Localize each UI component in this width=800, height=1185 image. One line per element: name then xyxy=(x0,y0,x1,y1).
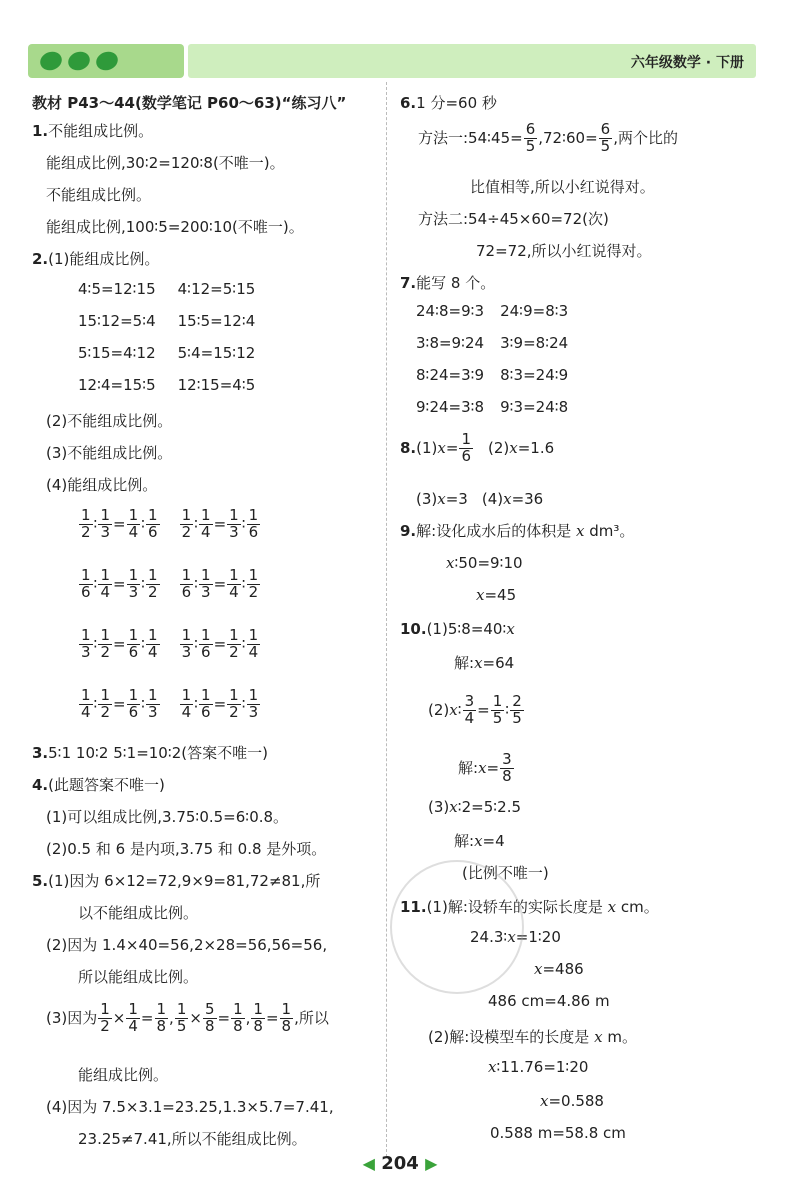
stamp-watermark xyxy=(390,860,524,994)
q2-part2: (2)不能组成比例。 xyxy=(46,412,173,430)
q11-line2: 24.3∶x=1∶20 xyxy=(470,928,561,946)
q7-row: 24∶8=9∶3 24∶9=8∶3 xyxy=(416,302,569,320)
fraction: $\frac{1}{8}$ xyxy=(156,1000,167,1035)
fraction-proportion xyxy=(78,506,161,541)
q10-line2: 解:x=64 xyxy=(454,654,515,672)
fraction: $\frac{1}{8}$ xyxy=(253,1000,263,1035)
q2-row: 15∶12=5∶4 15∶5=12∶4 xyxy=(78,312,256,330)
fraction: $\frac{1}{2}$ xyxy=(81,506,91,541)
q6-head: 6.1 分=60 秒 xyxy=(400,94,497,112)
fraction-proportion xyxy=(78,566,161,601)
q5-line3: (2)因为 1.4×40=56,2×28=56,56=56, xyxy=(46,936,328,954)
operator: ∶ xyxy=(241,694,246,713)
fraction: $\frac{1}{2}$ xyxy=(148,566,158,601)
q7-head: 7.能写 8 个。 xyxy=(400,274,496,292)
fraction: $\frac{6}{5}$ xyxy=(600,120,611,155)
fraction: $\frac{1}{8}$ xyxy=(233,1000,243,1035)
fraction: $\frac{1}{4}$ xyxy=(229,566,239,601)
q2-part3: (3)不能组成比例。 xyxy=(46,444,173,462)
q1-line4: 能组成比例,100∶5=200∶10(不唯一)。 xyxy=(46,218,304,236)
q3-line: 3.5∶1 10∶2 5∶1=10∶2(答案不唯一) xyxy=(32,744,268,762)
dot-icon xyxy=(94,49,121,73)
q4-line2: (1)可以组成比例,3.75∶0.5=6∶0.8。 xyxy=(46,808,289,826)
fraction: $\frac{3}{4}$ xyxy=(464,692,475,727)
fraction: $\frac{1}{6}$ xyxy=(128,686,139,721)
fraction: $\frac{1}{6}$ xyxy=(201,626,211,661)
operator: ∶ xyxy=(93,514,98,533)
operator: ∶ xyxy=(93,694,98,713)
fraction: $\frac{1}{5}$ xyxy=(492,692,503,727)
q11-line4: 486 cm=4.86 m xyxy=(488,992,610,1010)
operator: ∶ xyxy=(194,634,199,653)
q4-line3: (2)0.5 和 6 是内项,3.75 和 0.8 是外项。 xyxy=(46,840,327,858)
fraction-proportion xyxy=(179,566,262,601)
fraction: $\frac{1}{2}$ xyxy=(181,506,192,541)
fraction: $\frac{1}{3}$ xyxy=(201,566,211,601)
q10-note: (比例不唯一) xyxy=(462,864,549,882)
fraction: $\frac{1}{6}$ xyxy=(81,566,91,601)
fraction-proportion xyxy=(179,686,262,721)
fraction-proportion xyxy=(78,626,161,661)
q5-line7: (4)因为 7.5×3.1=23.25,1.3×5.7=7.41, xyxy=(46,1098,334,1116)
fraction: $\frac{1}{3}$ xyxy=(128,566,139,601)
book-title: 六年级数学 · 下册 xyxy=(630,55,744,71)
q2-row: 5∶15=4∶12 5∶4=15∶12 xyxy=(78,344,256,362)
fraction: $\frac{1}{4}$ xyxy=(100,566,110,601)
fraction: $\frac{5}{8}$ xyxy=(204,1000,215,1035)
fraction-proportion xyxy=(179,506,262,541)
fraction: $\frac{1}{5}$ xyxy=(176,1000,187,1035)
fraction: $\frac{1}{2}$ xyxy=(100,626,110,661)
fraction: $\frac{1}{6}$ xyxy=(128,626,139,661)
q11-line1: 11.(1)解:设轿车的实际长度是 x cm。 xyxy=(400,898,659,916)
operator: ∶ xyxy=(194,574,199,593)
fraction: $\frac{1}{4}$ xyxy=(181,686,192,721)
header-dots-decoration xyxy=(28,44,184,78)
fraction: $\frac{6}{5}$ xyxy=(525,120,536,155)
fraction: $\frac{2}{5}$ xyxy=(512,692,522,727)
q2-line1: 2.(1)能组成比例。 xyxy=(32,250,160,268)
q11-line3: x=486 xyxy=(534,960,584,978)
q11-line5: (2)解:设模型车的长度是 x m。 xyxy=(428,1028,637,1046)
q5-line4: 所以能组成比例。 xyxy=(78,968,199,986)
fraction-proportion xyxy=(78,686,161,721)
operator: = xyxy=(213,574,227,593)
fraction: $\frac{3}{8}$ xyxy=(502,750,512,785)
operator: ∶ xyxy=(241,514,246,533)
fraction-proportion-row xyxy=(78,508,261,541)
page-number: ◀ 204 ▶ xyxy=(362,1153,438,1174)
fraction-proportion xyxy=(179,626,262,661)
fraction-proportion-row xyxy=(78,628,261,661)
fraction: $\frac{1}{6}$ xyxy=(248,506,259,541)
operator: = xyxy=(213,514,227,533)
operator: = xyxy=(113,574,126,593)
operator: ∶ xyxy=(241,634,246,653)
operator: = xyxy=(113,514,126,533)
q11-line7: x=0.588 xyxy=(540,1092,604,1110)
q6-method2-cont: 72=72,所以小红说得对。 xyxy=(476,242,652,260)
q10-line1: 10.(1)5∶8=40∶x xyxy=(400,620,515,638)
fraction: $\frac{1}{2}$ xyxy=(248,566,259,601)
q2-row: 4∶5=12∶15 4∶12=5∶15 xyxy=(78,280,256,298)
fraction: $\frac{1}{2}$ xyxy=(100,686,110,721)
fraction: $\frac{1}{4}$ xyxy=(201,506,211,541)
operator: ∶ xyxy=(194,694,199,713)
q6-method1: 方法一:54∶45= $\frac{6}{5}$ ,72∶60= $\frac{6}{5}$ ,两个比的 xyxy=(418,120,678,155)
q1-line1: 1.不能组成比例。 xyxy=(32,122,154,140)
operator: ∶ xyxy=(241,574,246,593)
q2-part4: (4)能组成比例。 xyxy=(46,476,158,494)
header-bar xyxy=(188,44,756,78)
page-header xyxy=(28,42,756,82)
q11-line6: x∶11.76=1∶20 xyxy=(488,1058,589,1076)
q9-line1: x∶50=9∶10 xyxy=(446,554,523,572)
q1-line2: 能组成比例,30∶2=120∶8(不唯一)。 xyxy=(46,154,285,172)
q5-line2: 以不能组成比例。 xyxy=(78,904,199,922)
fraction: $\frac{1}{8}$ xyxy=(281,1000,292,1035)
fraction: $\frac{1}{6}$ xyxy=(148,506,158,541)
operator: = xyxy=(213,634,227,653)
column-divider xyxy=(386,82,387,1157)
q10-line5: (3)x∶2=5∶2.5 xyxy=(428,798,522,816)
operator: ∶ xyxy=(194,514,199,533)
q8-line1: 8.(1)x= $\frac{1}{6}$ (2)x=1.6 xyxy=(400,430,555,465)
operator: ∶ xyxy=(93,574,98,593)
q6-method2: 方法二:54÷45×60=72(次) xyxy=(418,210,609,228)
fraction: $\frac{1}{2}$ xyxy=(100,1000,110,1035)
fraction: $\frac{1}{6}$ xyxy=(201,686,211,721)
fraction: $\frac{1}{6}$ xyxy=(181,566,192,601)
section-heading: 教材 P43～44(数学笔记 P60～63)“练习八” xyxy=(32,94,347,112)
q5-line8: 23.25≠7.41,所以不能组成比例。 xyxy=(78,1130,307,1148)
q9-line2: x=45 xyxy=(476,586,517,604)
q2-row: 12∶4=15∶5 12∶15=4∶5 xyxy=(78,376,256,394)
fraction: $\frac{1}{4}$ xyxy=(248,626,259,661)
operator: = xyxy=(113,694,126,713)
fraction: $\frac{1}{3}$ xyxy=(81,626,91,661)
fraction: $\frac{1}{3}$ xyxy=(181,626,192,661)
operator: ∶ xyxy=(141,574,146,593)
q9-head: 9.解:设化成水后的体积是 x dm³。 xyxy=(400,522,635,540)
q10-line3: (2)x∶ $\frac{3}{4}$ = $\frac{1}{5}$ ∶ $\frac{2}{5}$ xyxy=(428,692,522,727)
fraction: $\frac{1}{6}$ xyxy=(461,430,471,465)
q7-row: 8∶24=3∶9 8∶3=24∶9 xyxy=(416,366,569,384)
fraction: $\frac{1}{4}$ xyxy=(128,1000,138,1035)
q4-line1: 4.(此题答案不唯一) xyxy=(32,776,165,794)
q7-row: 3∶8=9∶24 3∶9=8∶24 xyxy=(416,334,569,352)
operator: ∶ xyxy=(93,634,98,653)
fraction-proportion-row xyxy=(78,688,261,721)
fraction: $\frac{1}{4}$ xyxy=(81,686,91,721)
fraction: $\frac{1}{3}$ xyxy=(229,506,239,541)
next-arrow-icon: ▶ xyxy=(425,1154,438,1173)
operator: ∶ xyxy=(141,514,146,533)
q1-line3: 不能组成比例。 xyxy=(46,186,152,204)
operator: = xyxy=(113,634,126,653)
prev-arrow-icon: ◀ xyxy=(362,1154,375,1173)
fraction: $\frac{1}{3}$ xyxy=(148,686,158,721)
q6-method1-cont: 比值相等,所以小红说得对。 xyxy=(470,178,655,196)
fraction-proportion-row xyxy=(78,568,261,601)
fraction: $\frac{1}{2}$ xyxy=(229,626,239,661)
fraction: $\frac{1}{2}$ xyxy=(229,686,239,721)
operator: ∶ xyxy=(141,634,146,653)
fraction: $\frac{1}{3}$ xyxy=(248,686,259,721)
q8-line2: (3)x=3 (4)x=36 xyxy=(416,490,544,508)
operator: = xyxy=(213,694,227,713)
q7-row: 9∶24=3∶8 9∶3=24∶8 xyxy=(416,398,569,416)
fraction: $\frac{1}{3}$ xyxy=(100,506,110,541)
dot-icon xyxy=(38,49,65,73)
operator: ∶ xyxy=(141,694,146,713)
q10-line6: 解:x=4 xyxy=(454,832,505,850)
q5-line1: 5.(1)因为 6×12=72,9×9=81,72≠81,所 xyxy=(32,872,321,890)
q10-line4: 解:x= $\frac{3}{8}$ xyxy=(458,750,512,785)
fraction: $\frac{1}{4}$ xyxy=(148,626,158,661)
q5-line5: (3)因为 $\frac{1}{2}$ × $\frac{1}{4}$ = $\frac{1}{8}$ , $\frac{1}{5}$ × $\frac{5}{8}$ = $\frac{1}{8}$ , $\frac{1}{8}$ = $\frac{1}{8}$ ,所以 xyxy=(46,1000,329,1035)
fraction: $\frac{1}{4}$ xyxy=(128,506,139,541)
dot-icon xyxy=(66,49,93,73)
q11-line8: 0.588 m=58.8 cm xyxy=(490,1124,626,1142)
q5-line6: 能组成比例。 xyxy=(78,1066,169,1084)
